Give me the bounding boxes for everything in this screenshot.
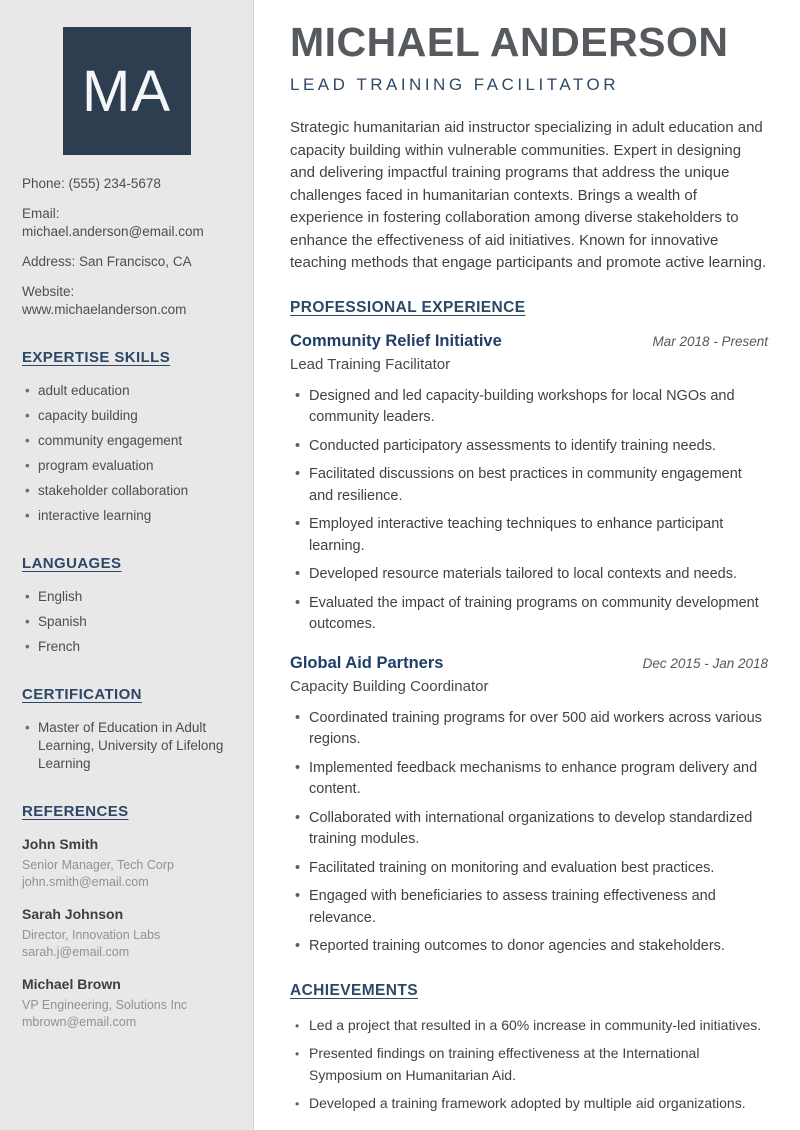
- job-role: Capacity Building Coordinator: [290, 677, 489, 695]
- job-entry: [290, 654, 768, 958]
- contact-email: Email: michael.anderson@email.com: [22, 206, 204, 239]
- achievement-item: • Presented findings on training effectiveness at the International Symposium on Humanitarian Aid.: [290, 1043, 768, 1086]
- main-content: [254, 0, 800, 1130]
- reference-entry: [22, 906, 231, 961]
- reference-email: john.smith@email.com: [22, 875, 149, 889]
- certification-item: • Master of Education in Adult Learning, University of Lifelong Learning: [22, 719, 231, 773]
- company-name: Community Relief Initiative: [290, 331, 502, 350]
- achievement-item: • Led a project that resulted in a 60% increase in community-led initiatives.: [290, 1015, 768, 1037]
- job-header: [290, 654, 768, 673]
- experience-heading: PROFESSIONAL EXPERIENCE: [290, 298, 526, 316]
- skills-heading: EXPERTISE SKILLS: [22, 349, 171, 366]
- reference-role: Director, Innovation Labs: [22, 928, 161, 942]
- sidebar: [0, 0, 254, 1130]
- job-bullet: • Engaged with beneficiaries to assess training effectiveness and relevance.: [290, 886, 768, 929]
- languages-list: [22, 588, 231, 656]
- job-bullet: • Facilitated discussions on best practices in community engagement and resilience.: [290, 464, 768, 507]
- job-bullet: • Designed and led capacity-building workshops for local NGOs and community leaders.: [290, 386, 768, 429]
- contact-address: Address: San Francisco, CA: [22, 254, 192, 269]
- contact-phone: Phone: (555) 234-5678: [22, 176, 161, 191]
- job-bullet-list: [290, 708, 768, 958]
- reference-email: sarah.j@email.com: [22, 945, 130, 959]
- skill-item: • adult education: [22, 382, 231, 400]
- job-header: [290, 332, 768, 351]
- reference-name: Michael Brown: [22, 976, 121, 992]
- job-dates: Dec 2015 - Jan 2018: [642, 655, 768, 671]
- language-item: • Spanish: [22, 613, 231, 631]
- skill-item: • capacity building: [22, 407, 231, 425]
- avatar-initials: MA: [82, 58, 171, 124]
- reference-name: John Smith: [22, 836, 99, 852]
- languages-heading: LANGUAGES: [22, 555, 122, 572]
- contact-info: [22, 175, 231, 319]
- reference-role: Senior Manager, Tech Corp: [22, 858, 174, 872]
- job-bullet: • Collaborated with international organizations to develop standardized training modules.: [290, 808, 768, 851]
- job-bullet: • Implemented feedback mechanisms to enhance program delivery and content.: [290, 758, 768, 801]
- skill-item: • community engagement: [22, 432, 231, 450]
- profile-summary: Strategic humanitarian aid instructor specializing in adult education and capacity building within vulnerable communities. Expert in designing and delivering impactful training programs that address the unique challenges faced in humanitarian contexts. Brings a wealth of experience in fostering collaboration among diverse stakeholders to enhance the effectiveness of aid initiatives. Known for innovative teaching methods that engage participants and promote active learning.: [290, 119, 767, 272]
- reference-name: Sarah Johnson: [22, 906, 124, 922]
- job-bullet: • Reported training outcomes to donor agencies and stakeholders.: [290, 936, 768, 958]
- certification-heading: CERTIFICATION: [22, 686, 142, 703]
- person-name: MICHAEL ANDERSON: [290, 19, 729, 65]
- job-bullet: • Developed resource materials tailored to local contexts and needs.: [290, 564, 768, 586]
- reference-role: VP Engineering, Solutions Inc: [22, 998, 188, 1012]
- job-bullet: • Employed interactive teaching techniques to enhance participant learning.: [290, 514, 768, 557]
- job-bullet: • Facilitated training on monitoring and evaluation best practices.: [290, 858, 768, 880]
- skills-list: [22, 382, 231, 525]
- company-name: Global Aid Partners: [290, 653, 444, 672]
- job-bullet: • Coordinated training programs for over 500 aid workers across various regions.: [290, 708, 768, 751]
- avatar: [63, 27, 191, 155]
- skill-item: • program evaluation: [22, 457, 231, 475]
- achievements-heading: ACHIEVEMENTS: [290, 981, 418, 999]
- certification-list: [22, 719, 231, 773]
- reference-email: mbrown@email.com: [22, 1015, 137, 1029]
- job-dates: Mar 2018 - Present: [652, 333, 768, 349]
- job-bullet: • Conducted participatory assessments to identify training needs.: [290, 436, 768, 458]
- skill-item: • stakeholder collaboration: [22, 482, 231, 500]
- contact-website: Website: www.michaelanderson.com: [22, 284, 187, 317]
- job-bullet-list: [290, 386, 768, 636]
- job-entry: [290, 332, 768, 636]
- reference-entry: [22, 976, 231, 1031]
- achievement-item: • Developed a training framework adopted by multiple aid organizations.: [290, 1093, 768, 1115]
- language-item: • French: [22, 638, 231, 656]
- skill-item: • interactive learning: [22, 507, 231, 525]
- references-heading: REFERENCES: [22, 803, 129, 820]
- job-role: Lead Training Facilitator: [290, 355, 451, 373]
- achievements-list: [290, 1015, 768, 1115]
- reference-entry: [22, 836, 231, 891]
- language-item: • English: [22, 588, 231, 606]
- job-bullet: • Evaluated the impact of training programs on community development outcomes.: [290, 593, 768, 636]
- job-title: LEAD TRAINING FACILITATOR: [290, 75, 620, 95]
